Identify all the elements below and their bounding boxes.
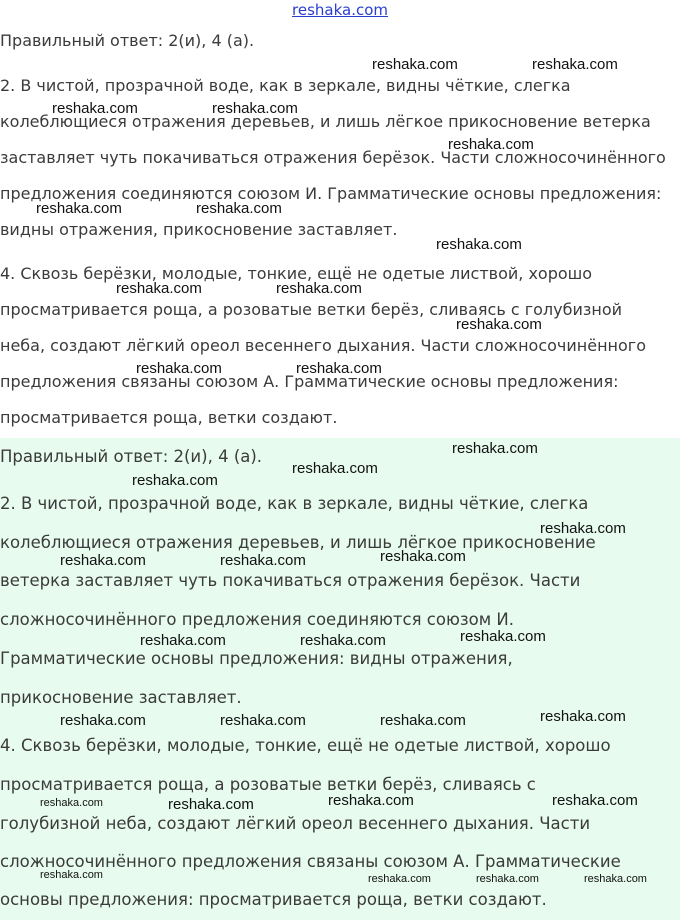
answer-line: Грамматические основы предложения: видны отражения, <box>0 649 513 668</box>
watermark: reshaka.com <box>540 520 626 537</box>
answer-line: колеблющиеся отражения деревьев, и лишь лёгкое прикосновение <box>0 533 596 552</box>
answer-line: видны отражения, прикосновение заставляет. <box>0 220 398 239</box>
watermark: reshaka.com <box>196 200 282 217</box>
watermark: reshaka.com <box>132 472 218 489</box>
watermark: reshaka.com <box>300 632 386 649</box>
answer-line: 4. Сквозь берёзки, молодые, тонкие, ещё не одетые листвой, хорошо <box>0 736 611 755</box>
watermark: reshaka.com <box>40 797 103 809</box>
watermark: reshaka.com <box>532 56 618 73</box>
watermark: reshaka.com <box>140 632 226 649</box>
watermark: reshaka.com <box>136 360 222 377</box>
watermark: reshaka.com <box>116 280 202 297</box>
watermark: reshaka.com <box>456 316 542 333</box>
watermark: reshaka.com <box>380 548 466 565</box>
watermark: reshaka.com <box>368 873 431 885</box>
watermark: reshaka.com <box>448 136 534 153</box>
site-link[interactable]: reshaka.com <box>292 1 388 19</box>
answer-line: просматривается роща, а розоватые ветки берёз, сливаясь с <box>0 775 536 794</box>
watermark: reshaka.com <box>296 360 382 377</box>
answer-section-highlighted <box>0 438 680 920</box>
watermark: reshaka.com <box>380 712 466 729</box>
watermark: reshaka.com <box>436 236 522 253</box>
answer-line: основы предложения: просматривается роща, ветки создают. <box>0 890 547 909</box>
watermark: reshaka.com <box>476 873 539 885</box>
watermark: reshaka.com <box>584 873 647 885</box>
answer-line: прикосновение заставляет. <box>0 688 242 707</box>
watermark: reshaka.com <box>168 796 254 813</box>
answer-line: предложения связаны союзом А. Грамматические основы предложения: <box>0 372 619 391</box>
watermark: reshaka.com <box>552 792 638 809</box>
answer-line: 4. Сквозь берёзки, молодые, тонкие, ещё не одетые листвой, хорошо <box>0 264 593 283</box>
answer-line: предложения соединяются союзом И. Грамматические основы предложения: <box>0 184 662 203</box>
watermark: reshaka.com <box>328 792 414 809</box>
answer-line: просматривается роща, а розоватые ветки берёз, сливаясь с голубизной <box>0 300 623 319</box>
answer-line: просматривается роща, ветки создают. <box>0 408 338 427</box>
watermark: reshaka.com <box>36 200 122 217</box>
watermark: reshaka.com <box>60 552 146 569</box>
answer-line: 2. В чистой, прозрачной воде, как в зеркале, видны чёткие, слегка <box>0 494 589 513</box>
watermark: reshaka.com <box>212 100 298 117</box>
answer-line: неба, создают лёгкий ореол весеннего дыхания. Части сложносочинённого <box>0 336 646 355</box>
answer-line: Правильный ответ: 2(и), 4 (а). <box>0 447 263 466</box>
answer-line: колеблющиеся отражения деревьев, и лишь лёгкое прикосновение ветерка <box>0 112 651 131</box>
answer-line: сложносочинённого предложения соединяются союзом И. <box>0 610 514 629</box>
watermark: reshaka.com <box>452 440 538 457</box>
answer-line: Правильный ответ: 2(и), 4 (а). <box>0 31 255 50</box>
watermark: reshaka.com <box>372 56 458 73</box>
watermark: reshaka.com <box>460 628 546 645</box>
watermark: reshaka.com <box>220 712 306 729</box>
watermark: reshaka.com <box>292 460 378 477</box>
answer-line: ветерка заставляет чуть покачиваться отражения берёзок. Части <box>0 571 581 590</box>
answer-line: голубизной неба, создают лёгкий ореол весеннего дыхания. Части <box>0 814 591 833</box>
watermark: reshaka.com <box>52 100 138 117</box>
watermark: reshaka.com <box>60 712 146 729</box>
watermark: reshaka.com <box>540 708 626 725</box>
watermark: reshaka.com <box>276 280 362 297</box>
answer-line: 2. В чистой, прозрачной воде, как в зеркале, видны чёткие, слегка <box>0 76 571 95</box>
watermark: reshaka.com <box>40 869 103 881</box>
watermark: reshaka.com <box>220 552 306 569</box>
answer-line: заставляет чуть покачиваться отражения берёзок. Части сложносочинённого <box>0 148 666 167</box>
answer-line: сложносочинённого предложения связаны союзом А. Грамматические <box>0 852 621 871</box>
